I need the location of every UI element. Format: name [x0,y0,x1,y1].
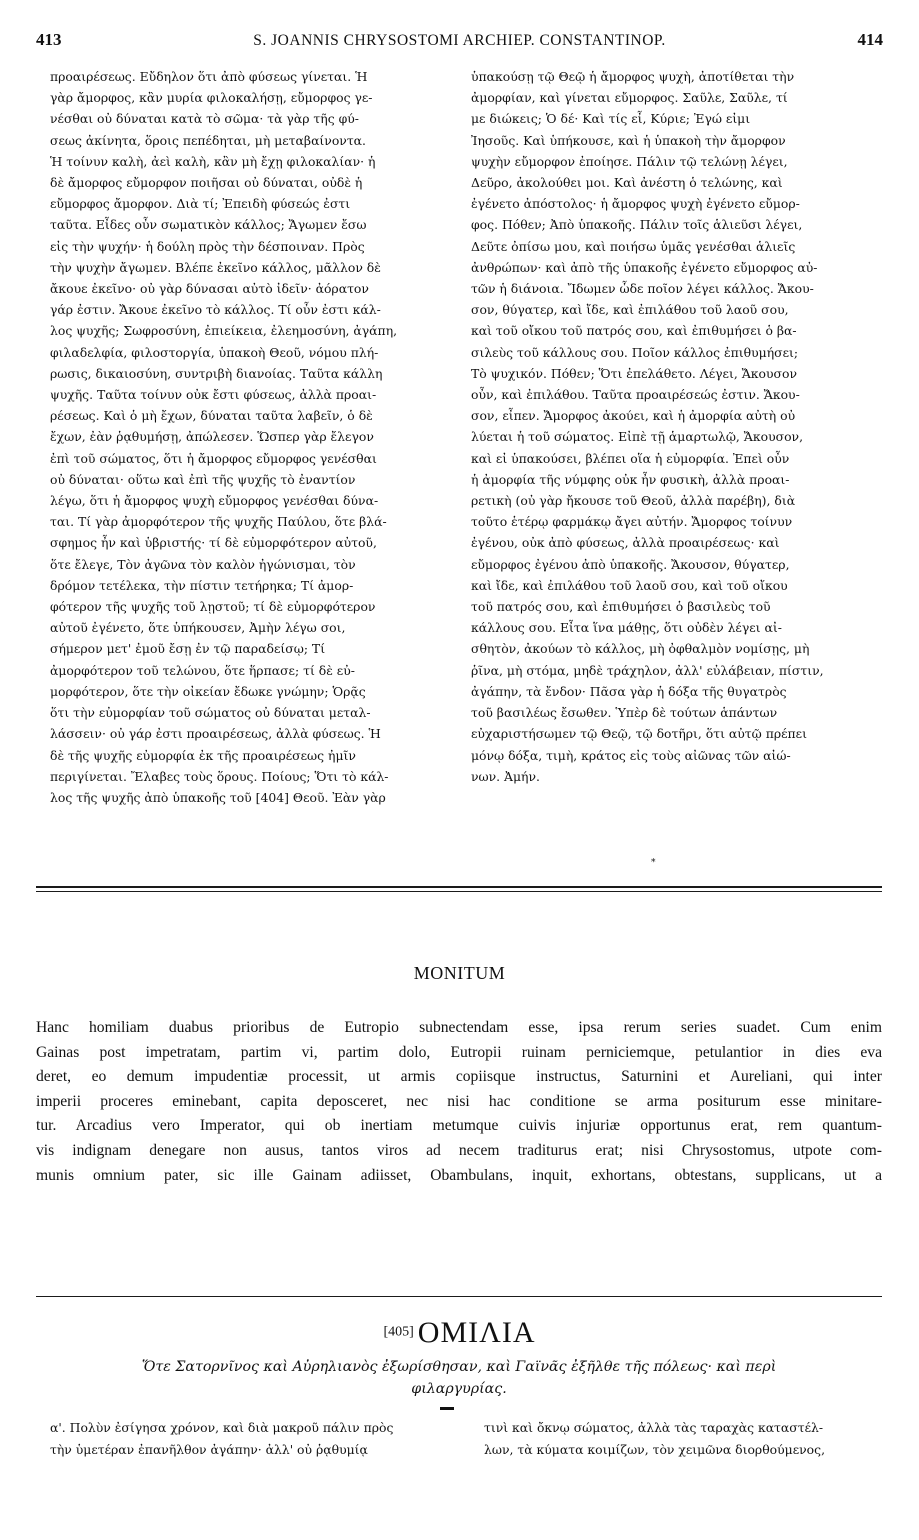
section-rule-thin [36,891,882,892]
text-line: tur. Arcadius vero Imperator, qui ob inertiam metumque cuivis injuriæ opportunus erat, rem quantum- [36,1117,882,1135]
text-line: τὴν ψυχὴν ἄγωμεν. Βλέπε ἐκεῖνο κάλλος, μᾶλλον δὲ [50,259,381,275]
homily-heading [0,1316,919,1350]
text-line: σφημος ἦν καὶ ὑβριστής· τί δὲ εὐμορφότερον αὐτοῦ, [50,535,377,551]
text-line: φος. Πόθεν; Ἀπὸ ὑπακοῆς. Πάλιν τοῖς ἁλιεῦσι λέγει, [471,217,803,233]
text-line: imperii proceres eminebant, capita deposceret, nec nisi hac conditione se arma positurum esse minitare- [36,1092,882,1110]
text-line: τῶν ἡ διάνοια. Ἴδωμεν ὧδε ποῖον λέγει κάλλος. Ἄκου- [471,281,814,297]
text-line: ὑπακούσῃ τῷ Θεῷ ἡ ἄμορφος ψυχὴ, ἀποτίθεται τὴν [471,69,795,84]
text-line: Ἰησοῦς. Καὶ ὑπήκουσε, καὶ ἡ ὑπακοὴ τὴν ἄμορφον [471,132,786,148]
title-dash [440,1407,454,1410]
text-line: καὶ ἴδε, καὶ ἐπιλάθου τοῦ λαοῦ σου, καὶ τοῦ οἴκου [471,577,788,593]
page-number-left: 413 [36,30,62,49]
section-rule-thin [36,1296,882,1297]
text-line: ἀγάπην, τὰ ἔνδον· Πᾶσα γὰρ ἡ δόξα τῆς θυγατρὸς [471,683,787,699]
text-line: δὲ ἄμορφος εὔμορφον ποιῆσαι οὐ δύναται, οὐδὲ ἡ [50,175,363,191]
text-line: περιγίνεται. Ἔλαβες τοὺς ὅρους. Ποίους; Ὅτι τὸ κάλ- [50,768,389,784]
text-line: εὔμορφος ἐγένου ἀπὸ ὑπακοῆς. Ἄκουσον, θύγατερ, [471,556,790,572]
text-line: νέσθαι οὐ δύναται κατὰ τὸ σῶμα· τὰ γὰρ τῆς φύ- [50,111,359,127]
text-line: με διώκεις; Ὁ δέ· Καὶ τίς εἶ, Κύριε; Ἐγώ εἰμι [471,111,751,127]
text-line: ἐγένου, οὐκ ἀπὸ φύσεως, ἀλλὰ προαιρέσεως· καὶ [471,535,780,551]
text-line: ἐπὶ τοῦ σώματος, ὅτι ἡ ἄμορφος εὔμορφος γενέσθαι [50,450,377,466]
text-line: ἐγένετο ἀπόστολος· ἡ ἄμορφος ψυχὴ ἐγένετο εὔμορ- [471,196,800,212]
text-line: Gainas post impetratam, partim vi, partim dolo, Eutropii ruinam perniciemque, petulantior in dies eva [36,1043,882,1061]
text-line: ρωσις, δικαιοσύνη, συντριβὴ διανοίας. Ταῦτα κάλλη [50,365,383,381]
text-line: δὲ τῆς ψυχῆς εὐμορφία ἐκ τῆς προαιρέσεως ἠμῖν [50,747,356,763]
greek-paragraph [471,66,881,787]
text-line: ἡ ἀμορφία τῆς νύμφης οὐκ ἦν φυσικὴ, ἀλλὰ προαι- [471,471,790,487]
text-line: λος τῆς ψυχῆς ἀπὸ ὑπακοῆς τοῦ [404] Θεοῦ. Ἐὰν γὰρ [50,789,386,805]
text-line: ἀνθρώπων· καὶ ἀπὸ τῆς ὑπακοῆς ἐγένετο εὔμορφος αὐ- [471,259,818,275]
text-line: τοῦτο ἑτέρῳ φαρμάκῳ ἄγει αὐτήν. Ἄμορφος τοίνυν [471,514,793,530]
text-line: καὶ εἰ ὑπακούσει, βλέπει οἵα ἡ εὐμορφία. Ἐπεὶ οὖν [471,450,790,466]
homily-subtitle [50,1356,868,1400]
text-line: εὔμορφος ἄμορφον. Διὰ τί; Ἐπειδὴ φύσεώς ἐστι [50,196,351,212]
text-line: φιλαδελφία, φιλοστοργία, ὑπακοὴ Θεοῦ, νόμου πλή- [50,344,379,360]
monitum-text [36,1016,882,1188]
text-line: τοῦ πατρός σου, καὶ ἐπιθυμήσει ὁ βασιλεὺς τοῦ [471,599,771,615]
text-line: α'. Πολὺν ἐσίγησα χρόνον, καὶ διὰ μακροῦ πάλιν πρὸς [50,1420,394,1435]
text-line: ἀμορφότερον τοῦ τελώνου, ὅτε ἥρπασε; τί δὲ εὐ- [50,662,355,678]
text-line: κάλλους σου. Εἶτα ἵνα μάθῃς, ὅτι οὐδὲν λέγει αἰ- [471,620,782,636]
greek-column-left [50,66,448,808]
text-line: ἀμορφίαν, καὶ γίνεται εὔμορφος. Σαῦλε, Σαῦλε, τί [471,90,788,106]
text-line: σιλεὺς τοῦ κάλλους σου. Ποῖον κάλλος ἐπιθυμήσει; [471,344,799,360]
text-line: οὐ δύναται· οὕτω καὶ ἐπὶ τῆς ψυχῆς τὸ ἐναντίον [50,471,356,487]
text-line: ται. Τί γὰρ ἀμορφότερον τῆς ψυχῆς Παύλου, ὅτε βλά- [50,514,387,530]
text-line: σον, θύγατερ, καὶ ἴδε, καὶ ἐπιλάθου τοῦ λαοῦ σου, [471,302,789,318]
text-line: ῥῖνα, μὴ στόμα, μηδὲ τράχηλον, ἀλλ' εὐλάβειαν, πίστιν, [471,662,824,678]
text-line: σθητὸν, ἀκούων τὸ κάλλος, μὴ ὀφθαλμὸν νομίσῃς, μὴ [471,641,810,657]
text-line: δρόμον τετέλεκα, τὴν πίστιν τετήρηκα; Τί ἀμορ- [50,577,354,593]
text-line: γάρ ἐστιν. Ἄκουε ἐκεῖνο τὸ κάλλος. Τί οὖν ἐστι κάλ- [50,302,381,318]
ornament-star: * [651,858,656,868]
text-line: munis omnium pater, sic ille Gainam adiisset, Obambulans, inquit, exhortans, obtestans, supplicans, ut a [36,1166,882,1184]
text-line: λέγω, ὅτι ἡ ἄμορφος ψυχὴ εὔμορφος γενέσθαι δύνα- [50,493,379,509]
text-line: εὐχαριστήσωμεν τῷ Θεῷ, τῷ δοτῆρι, ὅτι αὐτῷ πρέπει [471,726,807,742]
greek-paragraph [50,66,448,808]
text-line: λύεται ἡ τοῦ σώματος. Εἰπὲ τῇ ἁμαρτωλῷ, Ἄκουσον, [471,429,804,445]
text-line: deret, eo demum impudentiæ processit, ut armis copiisque instructus, Saturnini et Aureliani, qui inter [36,1068,882,1086]
text-line: λάσσειν· οὐ γάρ ἐστι προαιρέσεως, ἀλλὰ φύσεως. Ἡ [50,726,381,742]
text-line: ψυχὴν εὔμορφον ἐποίησε. Πάλιν τῷ τελώνῃ λέγει, [471,153,788,169]
text-line: λων, τὰ κύματα κοιμίζων, τὸν χειμῶνα διορθούμενος, [484,1442,826,1457]
text-line: ρέσεως. Καὶ ὁ μὴ ἔχων, δύναται ταῦτα λαβεῖν, ὁ δὲ [50,408,373,424]
text-line: ἔχων, ἐὰν ῥᾳθυμήσῃ, ἀπώλεσεν. Ὥσπερ γὰρ ἔλεγον [50,429,374,445]
text-line: ἄκουε ἐκεῖνο· οὐ γὰρ δύνασαι αὐτὸ ἰδεῖν· ἀόρατον [50,281,369,297]
text-line: vis indignam denegare non ausus, tantos viros ad necem traditurus erat; nisi Chrysostomus, utpote com- [36,1141,882,1159]
text-line: τοῦ βασιλέως ἔσωθεν. Ὑπὲρ δὲ τούτων ἁπάντων [471,705,778,721]
text-line: γὰρ ἄμορφος, κἂν μυρία φιλοκαλήσῃ, εὔμορφος γε- [50,90,373,106]
text-line: Hanc homiliam duabus prioribus de Eutropio subnectendam esse, ipsa rerum series suadet. Cum enim [36,1019,882,1036]
text-line: καὶ τοῦ οἴκου τοῦ πατρός σου, καὶ ἐπιθυμήσει ὁ βα- [471,323,797,339]
text-line: αὐτοῦ ἐγένετο, ὅτε ὑπήκουσεν, Ἀμὴν λέγω σοι, [50,620,346,636]
text-line: τινὶ καὶ ὄκνῳ σώματος, ἀλλὰ τὰς ταραχὰς καταστέλ- [484,1420,824,1435]
text-line: λος ψυχῆς; Σωφροσύνη, ἐπιείκεια, ἐλεημοσύνη, ἀγάπη, [50,323,398,339]
text-line: μορφότερον, ὅτε τὴν οἰκείαν ἔδωκε γνώμην; Ὁρᾷς [50,683,366,699]
text-line: ὅτε ἔλεγε, Τὸν ἀγῶνα τὸν καλὸν ἠγώνισμαι, τὸν [50,556,356,572]
text-line: σον, εἶπεν. Ἄμορφος ἀκούει, καὶ ἡ ἀμορφία αὐτὴ οὐ [471,408,796,424]
homily-title: ΟΜΙΛΙΑ [417,1316,536,1349]
text-line: φιλαργυρίας. [411,1381,507,1397]
text-line: τὴν ὑμετέραν ἐπανῆλθον ἀγάπην· ἀλλ' οὐ ῥᾳθυμίᾳ [50,1442,368,1457]
text-line: σήμερον μετ' ἐμοῦ ἔσῃ ἐν τῷ παραδείσῳ; Τί [50,641,326,657]
text-line: φότερον τῆς ψυχῆς τοῦ λῃστοῦ; τί δὲ εὐμορφότερον [50,599,376,615]
text-line: σεως ἀκίνητα, ὅροις πεπέδηται, μὴ μεταβαίνοντα. [50,132,366,148]
section-rule-thick [36,886,882,888]
homily-column-right [484,1417,882,1461]
text-line: μόνῳ δόξα, τιμὴ, κράτος εἰς τοὺς αἰῶνας τῶν αἰώ- [471,747,791,763]
text-line: Ὅτε Σατορνῖνος καὶ Αὐρηλιανὸς ἐξωρίσθησαν, καὶ Γαϊνᾶς ἐξῆλθε τῆς πόλεως· καὶ περὶ [141,1359,777,1375]
text-line: οὖν, καὶ ἐπιλάθου. Ταῦτα προαιρέσεώς ἐστιν. Ἄκου- [471,387,800,403]
text-line: νων. Ἀμήν. [471,768,540,784]
greek-column-right [471,66,881,787]
text-line: ρετικὴ (οὐ γὰρ ἤκουσε τοῦ Θεοῦ, ἀλλὰ παρέβη), διὰ [471,493,796,509]
text-line: ὅτι τὴν εὐμορφίαν τοῦ σώματος οὐ δύναται μεταλ- [50,705,371,721]
text-line: εἰς τὴν ψυχήν· ἡ δούλη πρὸς τὴν δέσποιναν. Πρὸς [50,238,365,254]
monitum-heading: MONITUM [413,963,506,983]
text-line: Τὸ ψυχικόν. Πόθεν; Ὅτι ἐπελάθετο. Λέγει, Ἄκουσον [471,365,797,381]
page-reference: [405] [383,1324,414,1340]
text-line: Δεῦρο, ἀκολούθει μοι. Καὶ ἀνέστη ὁ τελώνης, καὶ [471,175,783,191]
text-line: Δεῦτε ὀπίσω μου, καὶ ποιήσω ὑμᾶς γενέσθαι ἁλιεῖς [471,238,796,254]
text-line: Ἡ τοίνυν καλὴ, ἀεὶ καλὴ, κἂν μὴ ἔχῃ φιλοκαλίαν· ἡ [50,153,376,169]
text-line: ταῦτα. Εἶδες οὖν σωματικὸν κάλλος; Ἄγωμεν ἔσω [50,217,367,233]
text-line: προαιρέσεως. Εὔδηλον ὅτι ἀπὸ φύσεως γίνεται. Ἡ [50,69,368,84]
page-number-right: 414 [857,30,883,49]
running-header [36,30,883,56]
homily-column-left [50,1417,448,1461]
text-line: ψυχῆς. Ταῦτα τοίνυν οὐκ ἔστι φύσεως, ἀλλὰ προαι- [50,387,377,403]
running-title: S. JOANNIS CHRYSOSTOMI ARCHIEP. CONSTANTINOP. [253,32,666,49]
